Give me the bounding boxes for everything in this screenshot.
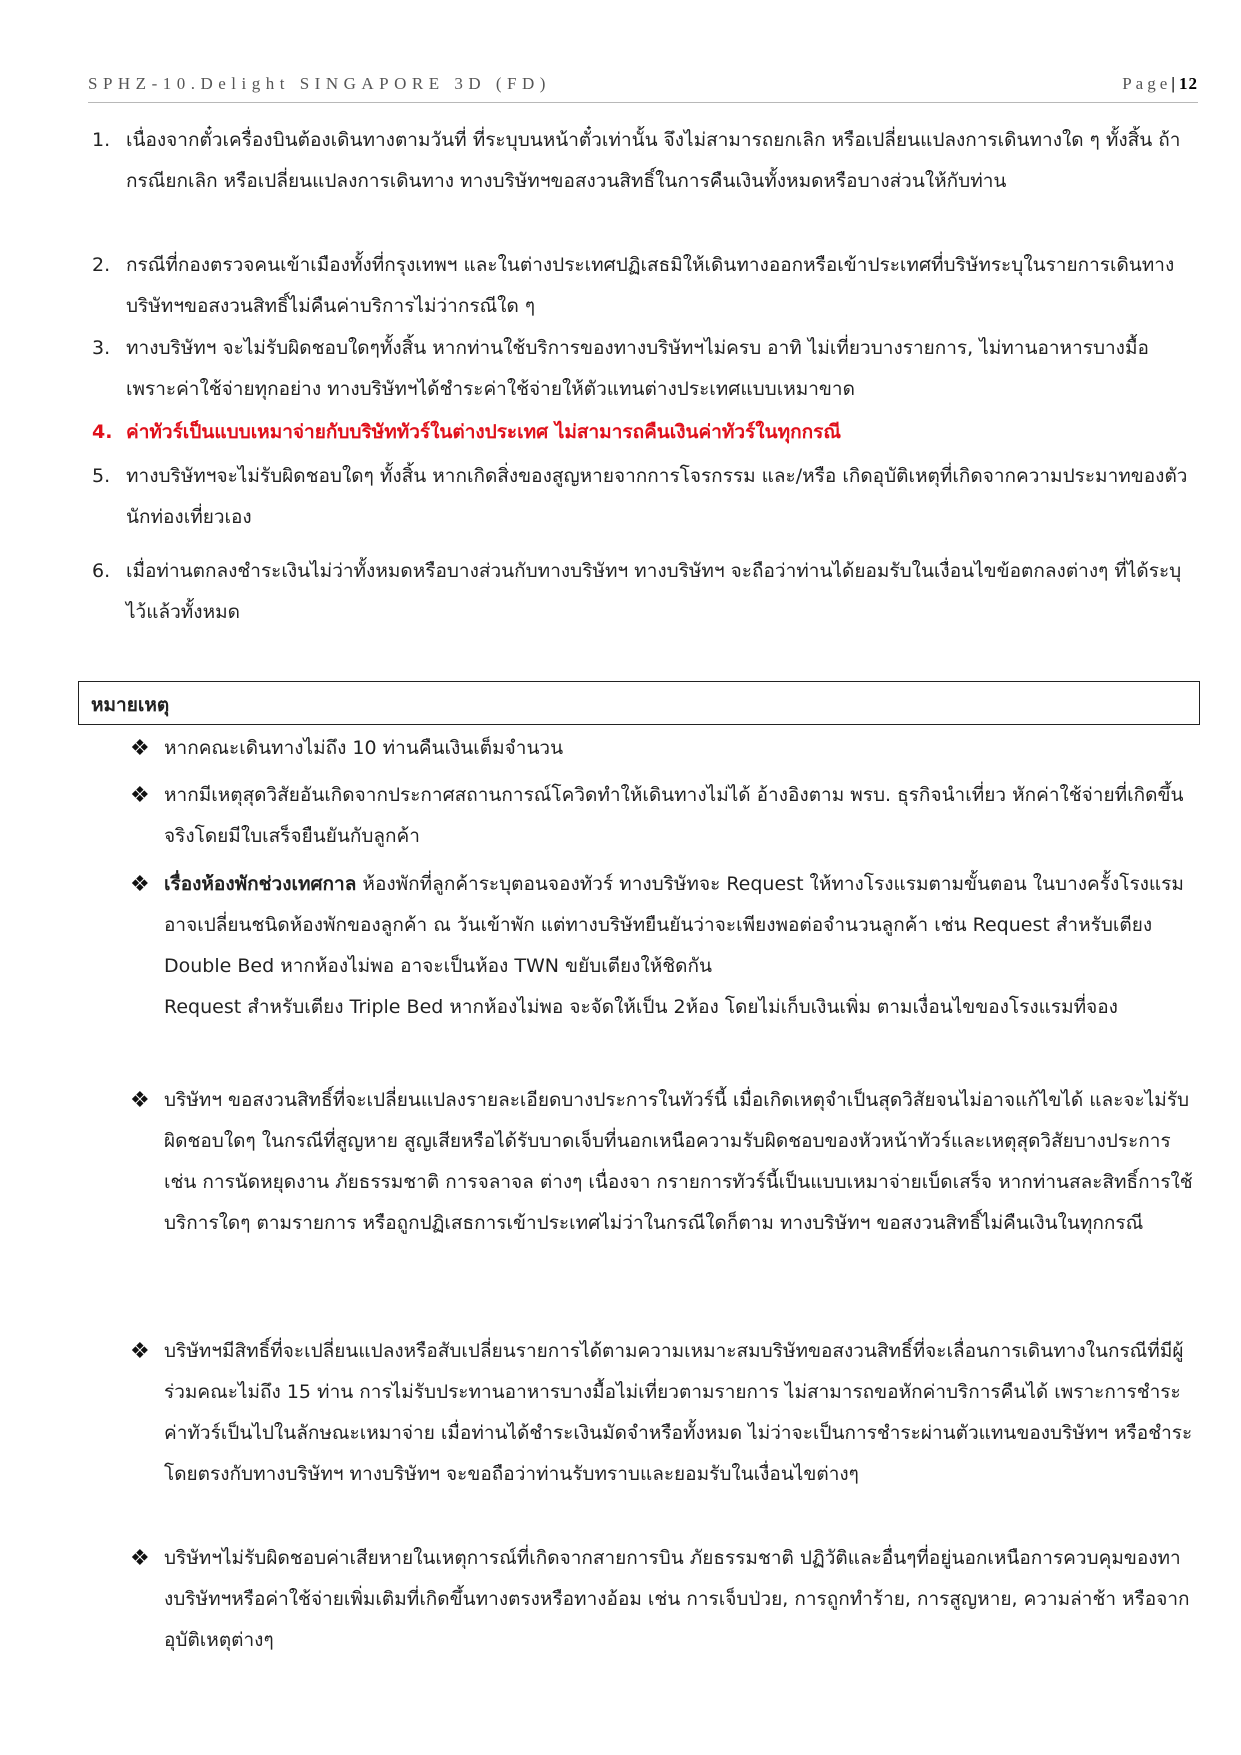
document-code: SPHZ-10.Delight SINGAPORE 3D (FD) <box>88 74 551 93</box>
page-separator: | <box>1171 74 1179 93</box>
condition-text: ทางบริษัทฯจะไม่รับผิดชอบใดๆ ทั้งสิ้น หากเกิดสิ่งของสูญหายจากการโจรกรรม และ/หรือ เกิดอุบัติเหตุที่เกิดจากความประมาทของตัวนักท่องเที่ยวเอง <box>126 465 1188 528</box>
four-diamond-bullet-icon: ❖ <box>130 1546 150 1571</box>
note-text <box>164 864 1200 987</box>
note-text: หากมีเหตุสุดวิสัยอันเกิดจากประกาศสถานการณ์โควิดทำให้เดินทางไม่ได้ อ้างอิงตาม พรบ. ธุรกิจนำเที่ยว หักค่าใช้จ่ายที่เกิดขึ้นจริงโดยมีใบเสร็จยืนยันกับลูกค้า <box>164 784 1184 847</box>
page-header <box>88 74 1198 103</box>
condition-item <box>92 456 1200 538</box>
condition-item <box>92 328 1200 410</box>
note-item <box>130 1080 1200 1244</box>
page-label: Page <box>1122 74 1172 93</box>
note-item <box>130 775 1200 857</box>
condition-item <box>92 245 1200 327</box>
condition-number: 2. <box>92 254 111 276</box>
note-text: บริษัทฯไม่รับผิดชอบค่าเสียหายในเหตุการณ์ที่เกิดจากสายการบิน ภัยธรรมชาติ ปฏิวัติและอื่นๆที่อยู่นอกเหนือการควบคุมของทางบริษัทฯหรือค่าใช้จ่ายเพิ่มเติมที่เกิดขึ้นทางตรงหรือทางอ้อม เช่น การเจ็บป่วย, การถูกทำร้าย, การสูญหาย, ความล่าช้า หรือจากอุบัติเหตุต่างๆ <box>164 1547 1190 1651</box>
condition-text: ค่าทัวร์เป็นแบบเหมาจ่ายกับบริษัททัวร์ในต่างประเทศ ไม่สามารถคืนเงินค่าทัวร์ในทุกกรณี <box>126 421 841 443</box>
note-title: หมายเหตุ <box>91 694 170 716</box>
condition-item <box>92 551 1200 633</box>
four-diamond-bullet-icon: ❖ <box>130 1088 150 1113</box>
four-diamond-bullet-icon: ❖ <box>130 736 150 761</box>
condition-text: เนื่องจากตั๋วเครื่องบินต้องเดินทางตามวันที่ ที่ระบุบนหน้าตั๋วเท่านั้น จึงไม่สามารถยกเลิก หรือเปลี่ยนแปลงการเดินทางใด ๆ ทั้งสิ้น ถ้ากรณียกเลิก หรือเปลี่ยนแปลงการเดินทาง ทางบริษัทฯขอสงวนสิทธิ์ในการคืนเงินทั้งหมดหรือบางส่วนให้กับท่าน <box>126 129 1181 192</box>
note-body: ห้องพักที่ลูกค้าระบุตอนจองทัวร์ ทางบริษัทจะ Request ให้ทางโรงแรมตามขั้นตอน ในบางครั้งโรงแรมอาจเปลี่ยนชนิดห้องพักของลูกค้า ณ วันเข้าพัก แต่ทางบริษัทยืนยันว่าจะเพียงพอต่อจำนวนลูกค้า เช่น Request สำหรับเตียง Double Bed หากห้องไม่พอ อาจะเป็นห้อง TWN ขยับเตียงให้ชิดกัน <box>164 873 1184 977</box>
note-subtext: Request สำหรับเตียง Triple Bed หากห้องไม่พอ จะจัดให้เป็น 2ห้อง โดยไม่เก็บเงินเพิ่ม ตามเงื่อนไขของโรงแรมที่จอง <box>164 996 1118 1018</box>
condition-number: 5. <box>92 465 111 487</box>
note-item <box>130 1331 1200 1495</box>
note-item <box>130 728 1200 769</box>
condition-text: กรณีที่กองตรวจคนเข้าเมืองทั้งที่กรุงเทพฯ และในต่างประเทศปฏิเสธมิให้เดินทางออกหรือเข้าประเทศที่บริษัทระบุในรายการเดินทาง บริษัทฯขอสงวนสิทธิ์ไม่คืนค่าบริการไม่ว่ากรณีใด ๆ <box>126 254 1175 317</box>
four-diamond-bullet-icon: ❖ <box>130 783 150 808</box>
note-section-header <box>78 681 1200 725</box>
note-text: บริษัทฯมีสิทธิ์ที่จะเปลี่ยนแปลงหรือสับเปลี่ยนรายการได้ตามความเหมาะสมบริษัทขอสงวนสิทธิ์ที่จะเลื่อนการเดินทางในกรณีที่มีผู้ร่วมคณะไม่ถึง 15 ท่าน การไม่รับประทานอาหารบางมื้อไม่เที่ยวตามรายการ ไม่สามารถขอหักค่าบริการคืนได้ เพราะการชำระค่าทัวร์เป็นไปในลักษณะเหมาจ่าย เมื่อท่านได้ชำระเงินมัดจำหรือทั้งหมด ไม่ว่าจะเป็นการชำระผ่านตัวแทนของบริษัทฯ หรือชำระโดยตรงกับทางบริษัทฯ ทางบริษัทฯ จะขอถือว่าท่านรับทราบและยอมรับในเงื่อนไขต่างๆ <box>164 1340 1193 1485</box>
note-item <box>130 864 1200 1028</box>
condition-text: ทางบริษัทฯ จะไม่รับผิดชอบใดๆทั้งสิ้น หากท่านใช้บริการของทางบริษัทฯไม่ครบ อาทิ ไม่เที่ยวบางรายการ, ไม่ทานอาหารบางมื้อ เพราะค่าใช้จ่ายทุกอย่าง ทางบริษัทฯได้ชำระค่าใช้จ่ายให้ตัวแทนต่างประเทศแบบเหมาขาด <box>126 337 1149 400</box>
condition-text: เมื่อท่านตกลงชำระเงินไม่ว่าทั้งหมดหรือบางส่วนกับทางบริษัทฯ ทางบริษัทฯ จะถือว่าท่านได้ยอมรับในเงื่อนไขข้อตกลงต่างๆ ที่ได้ระบุไว้แล้วทั้งหมด <box>126 560 1182 623</box>
page-indicator <box>1122 74 1198 94</box>
note-text: หากคณะเดินทางไม่ถึง 10 ท่านคืนเงินเต็มจำนวน <box>164 737 564 759</box>
condition-number: 1. <box>92 129 111 151</box>
four-diamond-bullet-icon: ❖ <box>130 1339 150 1364</box>
note-item <box>130 1538 1200 1661</box>
note-bold-heading: เรื่องห้องพักช่วงเทศกาล <box>164 873 357 895</box>
condition-item-highlight <box>92 412 1200 453</box>
four-diamond-bullet-icon: ❖ <box>130 872 150 897</box>
condition-number: 4. <box>92 421 113 443</box>
condition-item <box>92 120 1200 202</box>
condition-number: 6. <box>92 560 111 582</box>
condition-number: 3. <box>92 337 111 359</box>
note-text: บริษัทฯ ขอสงวนสิทธิ์ที่จะเปลี่ยนแปลงรายละเอียดบางประการในทัวร์นี้ เมื่อเกิดเหตุจำเป็นสุดวิสัยจนไม่อาจแก้ไขได้ และจะไม่รับผิดชอบใดๆ ในกรณีที่สูญหาย สูญเสียหรือได้รับบาดเจ็บที่นอกเหนือความรับผิดชอบของหัวหน้าทัวร์และเหตุสุดวิสัยบางประการ เช่น การนัดหยุดงาน ภัยธรรมชาติ การจลาจล ต่างๆ เนื่องจา กรายการทัวร์นี้เป็นแบบเหมาจ่ายเบ็ดเสร็จ หากท่านสละสิทธิ์การใช้บริการใดๆ ตามรายการ หรือถูกปฏิเสธการเข้าประเทศไม่ว่าในกรณีใดก็ตาม ทางบริษัทฯ ขอสงวนสิทธิ์ไม่คืนเงินในทุกกรณี <box>164 1089 1193 1234</box>
page-number: 12 <box>1179 74 1198 93</box>
